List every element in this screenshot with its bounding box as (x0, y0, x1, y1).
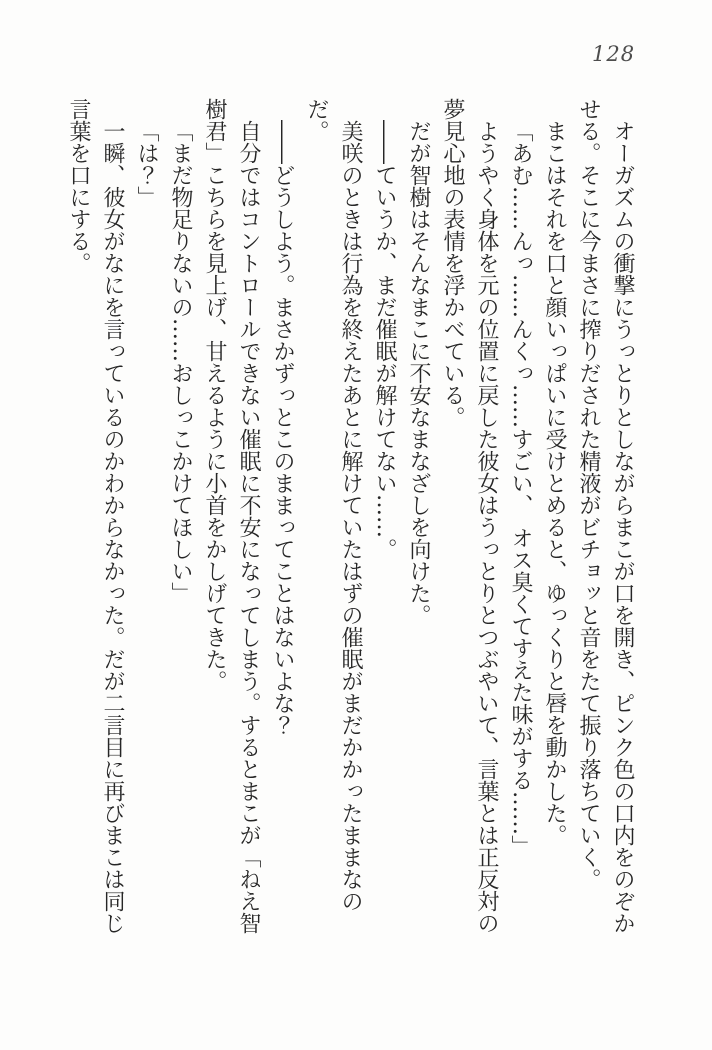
paragraph: 自分ではコントロールできない催眠に不安になってしまう。するとまこが「ねえ智樹君」こちらを見上げ、甘えるように小首をかしげてきた。 (202, 98, 261, 934)
paragraph: まこはそれを口と顔いっぱいに受けとめると、ゆっくりと唇を動かした。 (542, 120, 567, 846)
paragraph: 「は？」 (134, 120, 159, 208)
paragraph: ――ていうか、まだ催眠が解けてない……。 (372, 120, 397, 560)
paragraph: だが智樹はそんなまこに不安なまなざしを向けた。 (406, 120, 431, 626)
paragraph: ようやく身体を元の位置に戻した彼女はうっとりとつぶやいて、言葉とは正反対の夢見心地の表情を浮かべている。 (440, 98, 499, 934)
paragraph: 美咲のときは行為を終えたあとに解けていたはずの催眠がまだかかったままなのだ。 (304, 98, 363, 912)
body-text (61, 98, 639, 934)
paragraph: ――どうしよう。まさかずっとこのままってことはないよな？ (270, 120, 295, 736)
paragraph: オーガズムの衝撃にうっとりとしながらまこが口を開き、ピンク色の口内をのぞかせる。そこに今まさに搾りだされた精液がビチョッと音をたて振り落ちていく。 (576, 98, 635, 934)
paragraph: 一瞬、彼女がなにを言っているのかわからなかった。だが二言目に再びまこは同じ言葉を口にする。 (66, 98, 125, 934)
paragraph: 「あむ……んっ……んくっ……すごい、 オス臭くてすえた味がする……」 (508, 120, 533, 857)
page-number: 128 (592, 42, 636, 66)
paragraph: 「まだ物足りないの……おしっこかけてほしい」 (168, 120, 193, 604)
